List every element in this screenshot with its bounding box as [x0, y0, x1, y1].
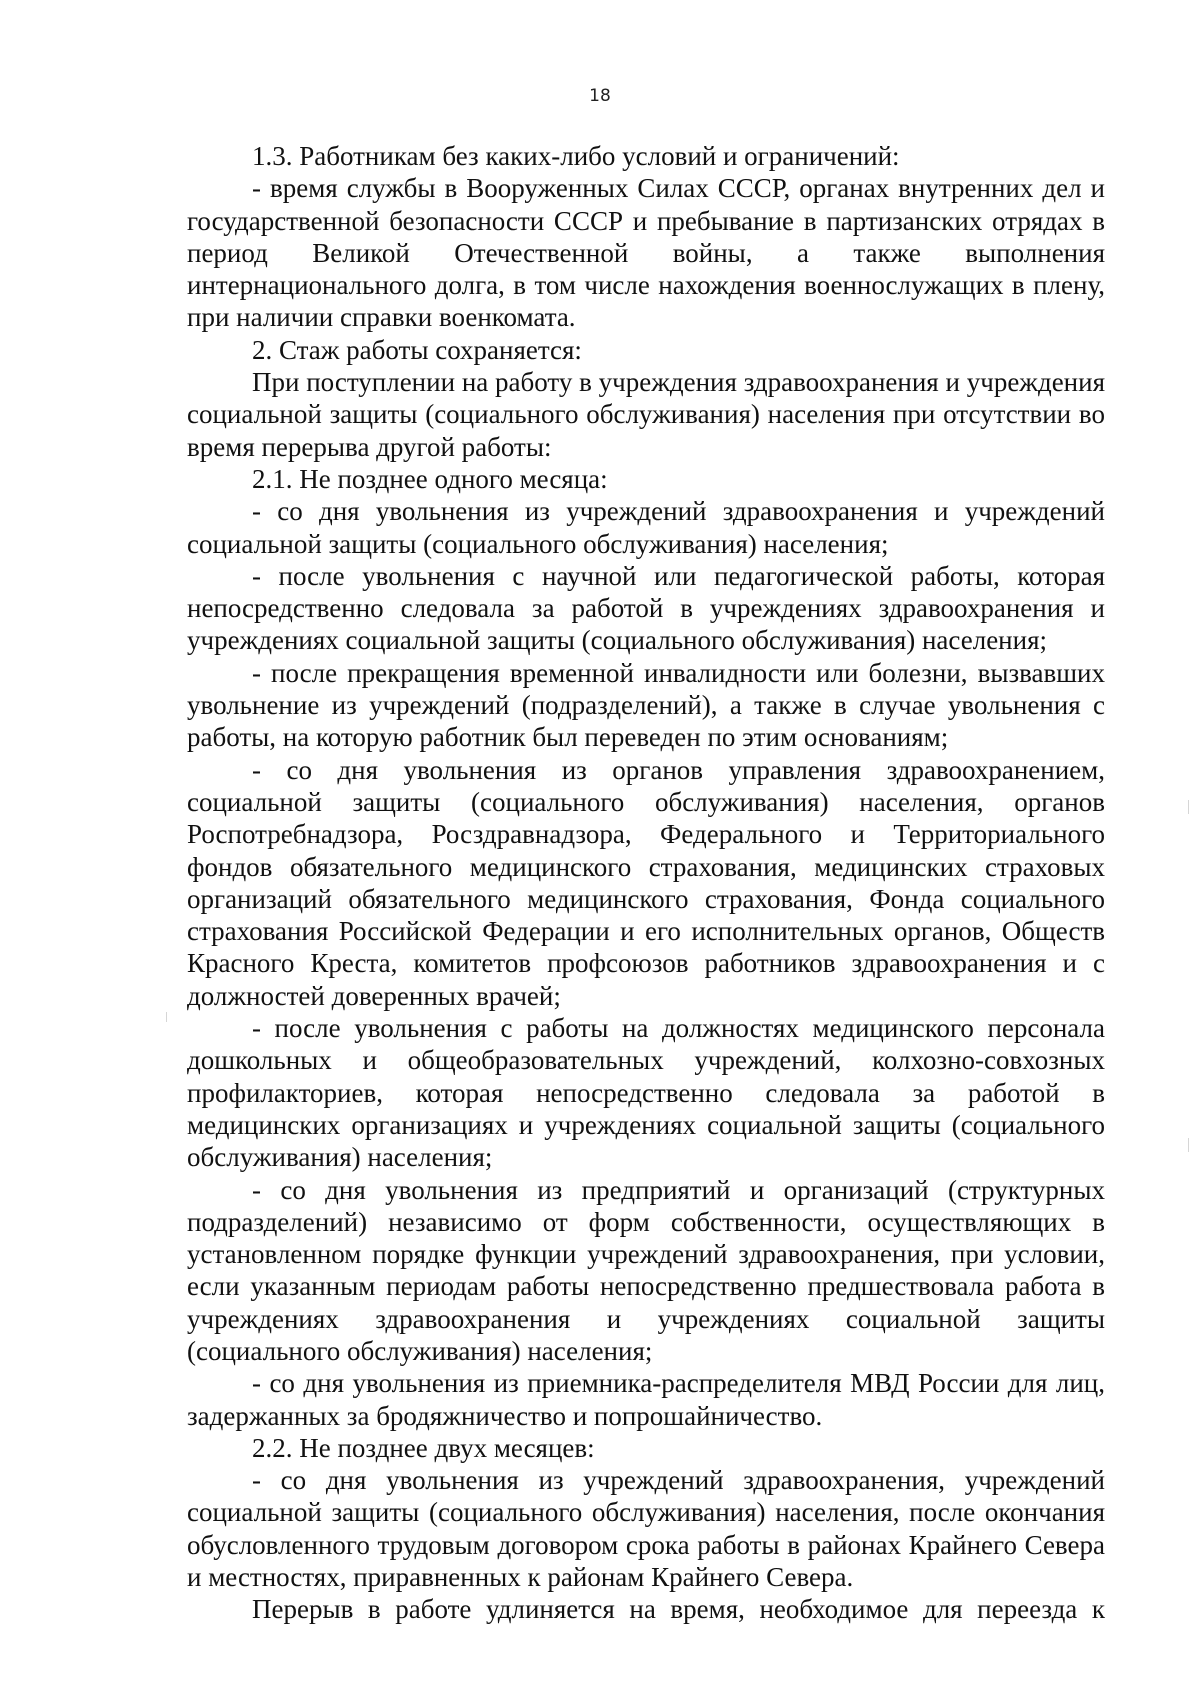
paragraph-2-2-heading: 2.2. Не позднее двух месяцев:: [252, 1432, 595, 1463]
paragraph-disability-termination: - после прекращения временной инвалидности или болезни, вызвавших увольнение из учреждений (подразделений), а также в случае увольнения с работы, на которую работник был переведен по этим основаниям;: [187, 657, 1105, 753]
paragraph-2-heading: 2. Стаж работы сохраняется:: [252, 334, 582, 365]
paragraph-far-north: - со дня увольнения из учреждений здравоохранения, учреждений социальной защиты (социального обслуживания) населения, после окончания обусловленного трудовым договором срока работы в районах Крайнего Севера и местностях, приравненных к районам Крайнего Севера.: [187, 1465, 1105, 1593]
paragraph-1-3-heading: 1.3. Работникам без каких-либо условий и ограничений:: [252, 141, 900, 171]
scan-edge-mark: [166, 1012, 167, 1022]
paragraph-enterprises-organizations: - со дня увольнения из предприятий и организаций (структурных подразделений) независимо от форм собственности, осуществляющих в установленном порядке функции учреждений здравоохранения, при условии, если указанным периодам работы непосредственно предшествовала работа в учреждениях здравоохранения и учреждениях социальной защиты (социального обслуживания) населения;: [187, 1174, 1105, 1366]
paragraph-military-service: - время службы в Вооруженных Силах СССР, органах внутренних дел и государственной безопасности СССР и пребывание в партизанских отрядах в период Великой Отечественной войны, а также выполнения интернационального долга, в том числе нахождения военнослужащих в плену, при наличии справки военкомата.: [187, 173, 1105, 333]
paragraph-medical-staff-schools: - после увольнения с работы на должностях медицинского персонала дошкольных и общеобразовательных учреждений, колхозно-совхозных профилакториев, которая непосредственно следовала за работой в медицинских организациях и учреждениях социальной защиты (социального обслуживания) населения;: [187, 1013, 1105, 1173]
scan-edge-mark: [1188, 1138, 1189, 1152]
paragraph-break-extension: Перерыв в работе удлиняется на время, необходимое для переезда к: [252, 1594, 1105, 1625]
paragraph-scientific-pedagogical-work: - после увольнения с научной или педагогической работы, которая непосредственно следовала за работой в учреждениях здравоохранения и учреждениях социальной защиты (социального обслуживания) населения;: [187, 560, 1105, 656]
document-body: [187, 140, 1105, 1626]
paragraph-2-1-heading: 2.1. Не позднее одного месяца:: [252, 463, 608, 494]
paragraph-management-bodies: - со дня увольнения из органов управления здравоохранением, социальной защиты (социального обслуживания) населения, органов Роспотребнадзора, Росздравнадзора, Федерального и Территориального фондов обязательного медицинского страхования, медицинских страховых организаций обязательного медицинского страхования, Фонда социального страхования Российской Федерации и его исполнительных органов, Обществ Красного Креста, комитетов профсоюзов работников здравоохранения и с должностей доверенных врачей;: [187, 754, 1105, 1011]
paragraph-dismissal-health-institutions: - со дня увольнения из учреждений здравоохранения и учреждений социальной защиты (социального обслуживания) населения;: [187, 496, 1105, 559]
paragraph-employment-conditions: При поступлении на работу в учреждения здравоохранения и учреждения социальной защиты (социального обслуживания) населения при отсутствии во время перерыва другой работы:: [187, 367, 1105, 462]
page-number: 18: [589, 86, 611, 106]
scan-edge-mark: [1188, 800, 1189, 814]
paragraph-reception-center: - со дня увольнения из приемника-распределителя МВД России для лиц, задержанных за бродяжничество и попрошайничество.: [187, 1368, 1105, 1431]
